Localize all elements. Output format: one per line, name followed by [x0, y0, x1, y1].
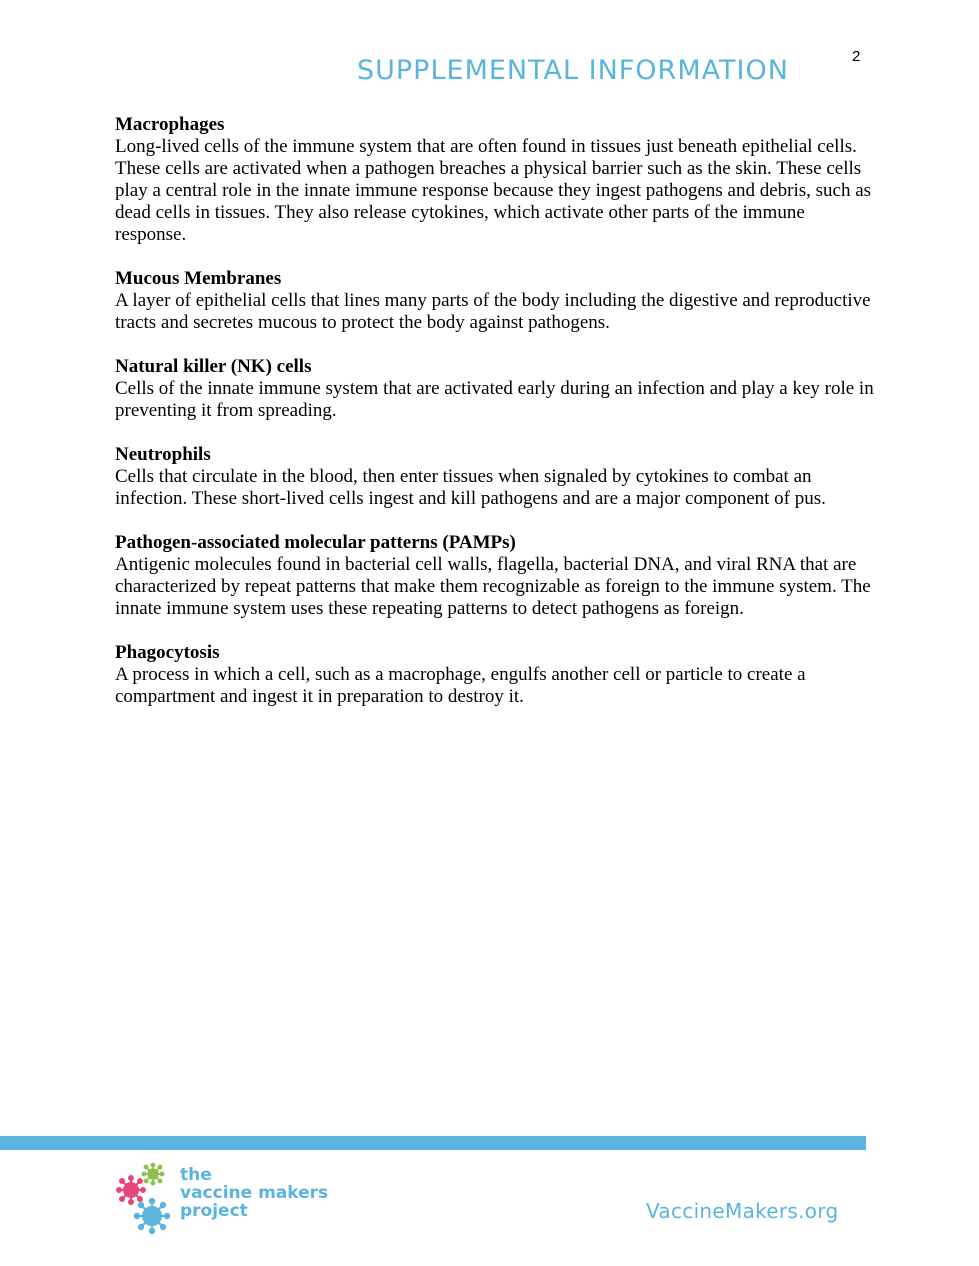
- page-number: 2: [852, 48, 861, 65]
- glossary-term: Phagocytosis: [115, 642, 220, 663]
- logo-wordmark: [180, 1166, 328, 1220]
- vaccine-makers-logo: [115, 1162, 355, 1242]
- glossary-definition: Long-lived cells of the immune system that are often found in tissues just beneath epithelial cells. These cells are activated when a pathogen breaches a physical barrier such as the skin. These cells play a central role in the innate immune response because they ingest pathogens and debris, such as dead cells in tissues. They also release cytokines, which activate other parts of the immune response.: [115, 136, 872, 245]
- glossary-entry: [115, 268, 875, 334]
- glossary-definition: A layer of epithelial cells that lines many parts of the body including the digestive and reproductive tracts and secretes mucous to protect the body against pathogens.: [115, 290, 871, 333]
- page-title: SUPPLEMENTAL INFORMATION: [357, 55, 789, 86]
- glossary-term: Neutrophils: [115, 444, 211, 465]
- virus-cluster-icon: [115, 1162, 177, 1242]
- glossary-entry: [115, 532, 875, 620]
- glossary-term: Natural killer (NK) cells: [115, 356, 312, 377]
- glossary: [115, 114, 875, 730]
- glossary-definition: Cells of the innate immune system that are activated early during an infection and play a key role in preventing it from spreading.: [115, 378, 874, 421]
- glossary-definition: A process in which a cell, such as a macrophage, engulfs another cell or particle to create a compartment and ingest it in preparation to destroy it.: [115, 664, 806, 707]
- glossary-entry: [115, 444, 875, 510]
- logo-line: project: [180, 1201, 248, 1221]
- glossary-entry: [115, 114, 875, 246]
- glossary-entry: [115, 356, 875, 422]
- logo-line: the: [180, 1165, 212, 1185]
- glossary-term: Pathogen-associated molecular patterns (PAMPs): [115, 532, 516, 553]
- footer-divider-bar: [0, 1136, 866, 1150]
- glossary-term: Macrophages: [115, 114, 225, 135]
- glossary-term: Mucous Membranes: [115, 268, 282, 289]
- glossary-definition: Cells that circulate in the blood, then enter tissues when signaled by cytokines to combat an infection. These short-lived cells ingest and kill pathogens and are a major component of pus.: [115, 466, 826, 509]
- footer-website-link[interactable]: VaccineMakers.org: [646, 1199, 839, 1223]
- glossary-entry: [115, 642, 875, 708]
- glossary-definition: Antigenic molecules found in bacterial cell walls, flagella, bacterial DNA, and viral RNA that are characterized by repeat patterns that make them recognizable as foreign to the immune system. The innate immune system uses these repeating patterns to detect pathogens as foreign.: [115, 554, 871, 619]
- logo-line: vaccine makers: [180, 1183, 329, 1203]
